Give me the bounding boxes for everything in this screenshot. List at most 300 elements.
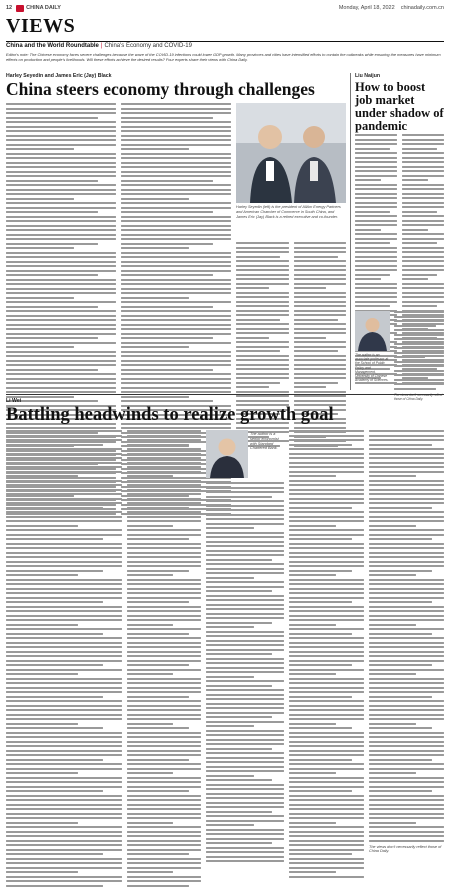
body-text-line [206,559,272,561]
body-text-line [236,247,289,249]
body-text-line [402,233,444,235]
body-text-line [121,162,231,164]
body-text-line [355,197,397,199]
article-1-byline: Harley Seyedin and James Eric (Jay) Black [6,73,112,79]
body-text-line [6,279,116,281]
body-text-line [289,556,364,558]
body-text-line [289,637,364,639]
body-text-line [369,457,444,459]
body-text-line [369,597,444,599]
body-text-line [402,152,444,154]
body-text-line [369,624,416,626]
body-text-line [236,377,289,379]
body-text-line [6,369,98,371]
body-text-line [369,588,444,590]
body-text-line [6,117,98,119]
body-text-line [289,700,364,702]
body-text-line [289,484,364,486]
body-text-line [289,786,364,788]
body-text-line [6,588,122,590]
body-text-line [6,430,122,432]
body-text-line [121,364,231,366]
body-text-line [289,763,364,765]
body-text-line [402,251,444,253]
body-text-line [369,727,432,729]
body-text-line [394,334,444,336]
body-text-line [369,444,432,446]
body-text-line [236,328,289,330]
body-text-line [127,471,201,473]
body-text-line [402,161,444,163]
body-text-line [127,768,201,770]
body-text-line [127,610,201,612]
body-text-line [6,103,116,105]
body-text-line [236,427,289,429]
body-text-line [127,691,201,693]
body-text-line [121,243,213,245]
article-3-column-1 [6,430,122,742]
body-text-line [6,135,116,137]
body-text-line [289,475,336,477]
body-text-line [289,588,364,590]
body-text-line [206,581,284,583]
body-text-line [369,741,444,743]
body-text-line [369,718,444,720]
body-text-line [6,247,74,249]
body-text-line [294,260,347,262]
body-text-line [127,750,201,752]
body-text-line [6,705,122,707]
body-text-line [369,462,444,464]
body-text-line [289,835,364,837]
body-text-line [6,507,103,509]
body-text-line [206,788,284,790]
body-text-line [402,148,437,150]
body-text-line [294,256,338,258]
body-text-line [206,820,284,822]
body-text-line [355,305,390,307]
body-text-line [236,350,280,352]
body-text-line [294,296,347,298]
body-text-line [294,368,347,370]
body-text-line [402,229,428,231]
body-text-line [206,671,284,673]
body-text-line [289,799,364,801]
body-text-line [206,761,284,763]
body-text-line [6,157,116,159]
body-text-line [206,829,284,831]
body-text-line [369,592,444,594]
body-text-line [289,781,364,783]
body-text-line [6,777,122,779]
body-text-line [402,206,444,208]
body-text-line [289,619,364,621]
body-text-line [6,570,103,572]
body-text-line [236,269,289,271]
body-text-line [236,382,280,384]
body-text-line [6,148,74,150]
body-text-line [369,453,444,455]
body-text-line [394,388,436,390]
section-tag-primary: China and the World Roundtable [6,43,99,49]
body-text-line [6,790,103,792]
body-text-line [355,256,397,258]
body-text-line [127,817,201,819]
article-1-body-left [6,103,231,385]
body-text-line [294,305,347,307]
body-text-line [236,319,280,321]
article-3-author-caption: The author is a senior economist with Standard Chartered Bank. [250,432,279,451]
body-text-line [206,802,284,804]
body-text-line [6,727,103,729]
body-text-line [6,885,103,887]
body-text-line [206,613,284,615]
body-text-line [289,673,336,675]
body-text-line [236,323,289,325]
body-text-line [236,283,289,285]
body-text-line [236,373,289,375]
body-text-line [6,583,122,585]
body-text-line [6,297,74,299]
body-text-line [127,664,189,666]
body-text-line [127,489,201,491]
body-text-line [402,238,444,240]
body-text-line [369,493,444,495]
body-text-line [6,435,122,437]
body-text-line [121,256,231,258]
body-text-line [121,391,231,393]
body-text-line [6,364,116,366]
body-text-line [236,337,269,339]
body-text-line [206,811,272,813]
body-text-line [369,633,432,635]
body-text-line [294,283,347,285]
body-text-line [289,601,352,603]
body-text-line [289,444,352,446]
body-text-line [355,292,397,294]
site-url[interactable]: chinadaily.com.cn [400,5,444,11]
body-text-line [6,180,98,182]
body-text-line [289,525,336,527]
body-text-line [6,175,116,177]
body-text-line [6,745,122,747]
body-text-line [369,664,432,666]
body-text-line [394,379,444,381]
body-text-line [369,696,432,698]
body-text-line [6,225,116,227]
body-text-line [355,166,397,168]
body-text-line [369,655,444,657]
body-text-line [6,763,122,765]
body-text-line [121,355,231,357]
body-text-line [236,364,289,366]
body-text-line [355,184,397,186]
body-text-line [369,475,416,477]
body-text-line [6,520,122,522]
body-text-line [394,370,444,372]
body-text-line [289,754,364,756]
body-text-line [294,377,347,379]
body-text-line [369,790,432,792]
article-2-body-top [355,134,444,308]
body-text-line [121,126,231,128]
body-text-line [369,687,444,689]
body-text-line [6,108,116,110]
body-text-line [402,265,444,267]
body-text-line [6,493,122,495]
body-text-line [6,696,103,698]
body-text-line [127,687,201,689]
body-text-line [355,274,390,276]
body-text-line [127,502,201,504]
body-text-line [6,171,116,173]
body-text-line [369,745,444,747]
body-text-line [127,813,201,815]
article-1-author-photo [236,103,346,203]
body-text-line [121,198,189,200]
body-text-line [289,480,364,482]
body-text-line [369,484,444,486]
body-text-line [402,256,444,258]
body-text-line [121,270,231,272]
body-text-line [6,525,78,527]
body-text-line [6,220,116,222]
body-text-line [121,148,189,150]
body-text-line [6,813,122,815]
body-text-line [121,369,213,371]
body-text-line [355,247,397,249]
body-text-line [121,211,213,213]
body-text-line [127,525,173,527]
body-text-line [206,599,284,601]
body-text-line [369,768,444,770]
body-text-line [294,251,347,253]
body-text-line [289,813,364,815]
body-text-line [206,514,284,516]
body-text-line [289,669,364,671]
article-3-column-3 [206,482,284,742]
body-text-line [369,646,444,648]
body-text-line [6,574,78,576]
body-text-line [369,534,444,536]
body-text-line [289,439,364,441]
body-text-line [6,628,122,630]
body-text-line [289,471,364,473]
body-text-line [289,642,364,644]
body-text-line [369,511,444,513]
body-text-line [6,139,116,141]
body-text-line [121,292,231,294]
body-text-line [369,772,416,774]
body-text-line [6,130,116,132]
body-text-line [369,430,444,432]
body-text-line [206,698,284,700]
article-1-body-right [236,242,346,385]
body-text-line [6,475,78,477]
body-text-line [289,853,352,855]
body-text-line [6,427,116,429]
body-text-line [206,554,284,556]
body-text-line [369,709,444,711]
body-text-line [355,211,390,213]
body-text-line [369,673,416,675]
body-text-line [121,225,231,227]
body-text-line [206,685,272,687]
body-text-line [206,640,284,642]
body-text-line [355,283,397,285]
body-text-line [121,283,231,285]
body-text-line [289,678,364,680]
body-text-line [294,247,347,249]
body-text-line [6,700,122,702]
body-text-line [289,664,352,666]
body-text-line [369,682,444,684]
body-text-line [6,646,122,648]
body-text-line [294,301,347,303]
body-text-line [6,871,78,873]
body-text-line [289,795,364,797]
body-text-line [6,288,116,290]
body-text-line [236,301,289,303]
article-3-headline[interactable]: Battling headwinds to realize growth goal [6,405,334,425]
article-1-column-2 [121,103,231,385]
body-text-line [6,606,122,608]
body-text-line [289,507,352,509]
body-text-line [402,170,444,172]
body-text-line [6,471,122,473]
article-3-disclaimer: The views don't necessarily reflect those of China Daily. [369,844,442,854]
body-text-line [127,444,189,446]
body-text-line [6,261,116,263]
body-text-line [369,678,444,680]
body-text-line [402,134,444,136]
body-text-line [402,197,444,199]
body-text-line [6,687,122,689]
body-text-line [369,516,444,518]
body-text-line [394,338,444,340]
body-text-line [127,844,201,846]
body-text-line [6,153,116,155]
body-text-line [127,718,201,720]
body-text-line [355,242,390,244]
body-text-line [127,498,201,500]
body-text-line [127,777,201,779]
body-text-line [369,543,444,545]
body-text-line [289,849,364,851]
body-text-line [369,619,444,621]
body-text-line [6,144,116,146]
body-text-line [369,448,444,450]
article-2-headline[interactable]: How to boost job market under shadow of pandemic [355,80,444,134]
tag-separator: | [100,43,103,49]
body-text-line [127,475,173,477]
body-text-line [6,270,116,272]
body-text-line [6,306,98,308]
article-1-column-3 [236,242,289,385]
body-text-line [236,314,289,316]
body-text-line [206,518,284,520]
body-text-line [127,642,201,644]
body-text-line [127,655,201,657]
body-text-line [369,538,432,540]
article-2-body-bottom [394,311,444,401]
body-text-line [294,328,347,330]
body-text-line [394,361,444,363]
body-text-line [369,466,444,468]
body-text-line [402,283,444,285]
article-2-column-1 [355,134,397,308]
body-text-line [289,660,364,662]
body-text-line [127,588,201,590]
body-text-line [402,184,444,186]
body-text-line [6,642,122,644]
body-text-line [127,876,201,878]
body-text-line [289,867,364,869]
body-text-line [369,822,416,824]
body-text-line [394,365,444,367]
body-text-line [355,251,397,253]
body-text-line [206,563,284,565]
body-text-line [236,278,289,280]
body-text-line [369,723,416,725]
body-text-line [127,624,173,626]
body-text-line [6,193,116,195]
body-text-line [6,243,98,245]
body-text-line [369,507,432,509]
body-text-line [121,265,231,267]
body-text-line [289,529,364,531]
section-title: VIEWS [6,15,76,37]
body-text-line [355,220,397,222]
body-text-line [121,189,231,191]
body-text-line [369,840,444,842]
body-text-line [206,730,284,732]
body-text-line [6,462,122,464]
body-text-line [6,633,103,635]
body-text-line [121,382,231,384]
body-text-line [289,759,352,761]
body-text-line [289,732,364,734]
body-text-line [6,561,122,563]
body-text-line [236,346,289,348]
body-text-line [289,718,364,720]
body-text-line [206,604,284,606]
body-text-line [206,752,284,754]
article-3-column-2 [127,430,201,742]
body-text-line [402,139,444,141]
body-text-line [369,799,444,801]
body-text-line [369,660,444,662]
body-text-line [289,687,364,689]
article-1-headline[interactable]: China steers economy through challenges [6,79,315,99]
body-text-line [402,211,437,213]
body-text-line [6,216,116,218]
body-text-line [355,139,397,141]
body-text-line [369,714,444,716]
body-text-line [6,444,103,446]
body-text-line [294,427,347,429]
body-text-line [6,256,116,258]
body-text-line [6,360,116,362]
body-text-line [369,520,444,522]
body-text-line [127,615,201,617]
body-text-line [6,826,122,828]
body-text-line [121,261,231,263]
body-text-line [289,453,364,455]
body-text-line [6,840,122,842]
body-text-line [289,844,364,846]
body-text-line [127,628,201,630]
